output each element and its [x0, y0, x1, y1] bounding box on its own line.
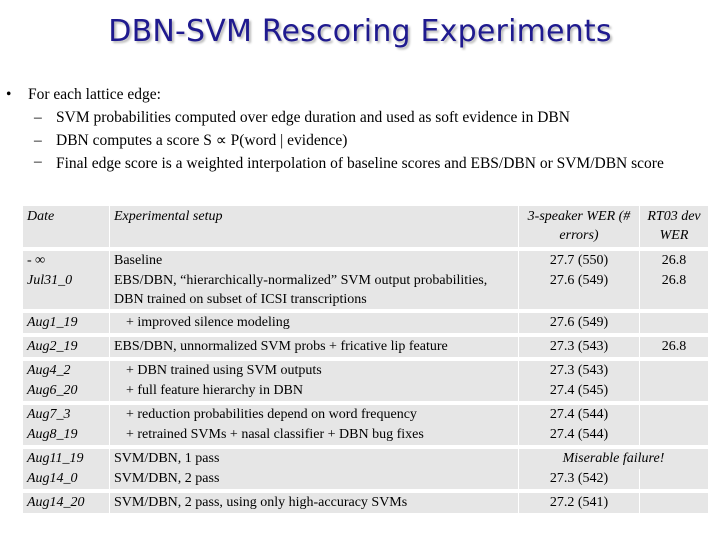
- cell-rt03: [640, 403, 709, 425]
- sub-bullet: [6, 106, 706, 129]
- cell-rt03: [640, 469, 709, 491]
- cell-setup: SVM/DBN, 1 pass: [110, 447, 519, 469]
- cell-wer: 27.4 (545): [519, 381, 640, 403]
- cell-setup: Baseline: [110, 249, 519, 271]
- table-header-row: [23, 206, 709, 249]
- cell-setup: EBS/DBN, unnormalized SVM probs + fricative lip feature: [110, 335, 519, 359]
- cell-rt03: 26.8: [640, 249, 709, 271]
- cell-date: Jul31_0: [23, 271, 110, 311]
- cell-rt03: [640, 381, 709, 403]
- cell-date: Aug14_0: [23, 469, 110, 491]
- cell-rt03: [640, 491, 709, 513]
- cell-setup: + full feature hierarchy in DBN: [126, 383, 303, 398]
- table-row: [23, 249, 709, 271]
- cell-setup: SVM/DBN, 2 pass: [110, 469, 519, 491]
- cell-date: Aug11_19: [23, 447, 110, 469]
- cell-setup: + DBN trained using SVM outputs: [126, 363, 322, 378]
- cell-setup: SVM/DBN, 2 pass, using only high-accuracy SVMs: [110, 491, 519, 513]
- table-row: [23, 447, 709, 469]
- cell-wer: 27.6 (549): [519, 311, 640, 335]
- sub-bullet: [6, 129, 706, 152]
- dash-mark: –: [34, 109, 42, 126]
- table-row: [23, 381, 709, 403]
- sub-bullet-text: Final edge score is a weighted interpolation of baseline scores and EBS/DBN or SVM/DBN score: [56, 155, 664, 172]
- cell-setup: + reduction probabilities depend on word frequency: [126, 407, 417, 422]
- cell-wer: 27.3 (542): [519, 469, 640, 491]
- dash-mark: –: [34, 132, 42, 149]
- table-row: [23, 359, 709, 381]
- cell-wer: 27.3 (543): [519, 335, 640, 359]
- cell-setup: + improved silence modeling: [126, 315, 290, 330]
- cell-wer: 27.3 (543): [519, 359, 640, 381]
- cell-rt03: 26.8: [640, 271, 709, 311]
- header-date: Date: [23, 206, 110, 249]
- cell-date: Aug4_2: [23, 359, 110, 381]
- bullet-main-text: For each lattice edge:: [28, 86, 161, 103]
- cell-setup: + retrained SVMs + nasal classifier + DBN bug fixes: [126, 427, 424, 442]
- header-wer: 3-speaker WER (# errors): [519, 206, 640, 249]
- sub-bullet-text: DBN computes a score S ∝ P(word | evidence): [56, 132, 348, 149]
- header-setup: Experimental setup: [110, 206, 519, 249]
- table-row: [23, 491, 709, 513]
- cell-wer: 27.7 (550): [519, 249, 640, 271]
- cell-date: Aug1_19: [23, 311, 110, 335]
- table-row: [23, 335, 709, 359]
- table-row: [23, 425, 709, 447]
- bullet-main: [6, 84, 706, 106]
- cell-wer: 27.6 (549): [519, 271, 640, 311]
- results-table: [22, 206, 708, 513]
- cell-rt03: 26.8: [640, 335, 709, 359]
- cell-wer: 27.4 (544): [519, 403, 640, 425]
- cell-rt03: [640, 359, 709, 381]
- table-row: [23, 271, 709, 311]
- dash-mark: –: [34, 153, 42, 170]
- cell-wer: 27.4 (544): [519, 425, 640, 447]
- cell-date: Aug6_20: [23, 381, 110, 403]
- cell-rt03: [640, 311, 709, 335]
- cell-date: - ∞: [23, 249, 110, 271]
- bullet-dot: •: [6, 86, 12, 103]
- cell-setup: EBS/DBN, “hierarchically-normalized” SVM output probabilities, DBN trained on subset of ICSI transcriptions: [110, 271, 519, 311]
- cell-wer: 27.2 (541): [519, 491, 640, 513]
- table-row: [23, 469, 709, 491]
- sub-bullet-text: SVM probabilities computed over edge duration and used as soft evidence in DBN: [56, 109, 570, 126]
- slide-title: DBN-SVM Rescoring Experiments: [108, 14, 612, 49]
- cell-date: Aug7_3: [23, 403, 110, 425]
- cell-date: Aug8_19: [23, 425, 110, 447]
- cell-date: Aug2_19: [23, 335, 110, 359]
- cell-date: Aug14_20: [23, 491, 110, 513]
- table-row: [23, 403, 709, 425]
- cell-failure-note: Miserable failure!: [519, 447, 709, 469]
- header-rt03: RT03 dev WER: [640, 206, 709, 249]
- bullet-list: [6, 84, 706, 173]
- table-row: [23, 311, 709, 335]
- cell-rt03: [640, 425, 709, 447]
- sub-bullet: [6, 152, 706, 173]
